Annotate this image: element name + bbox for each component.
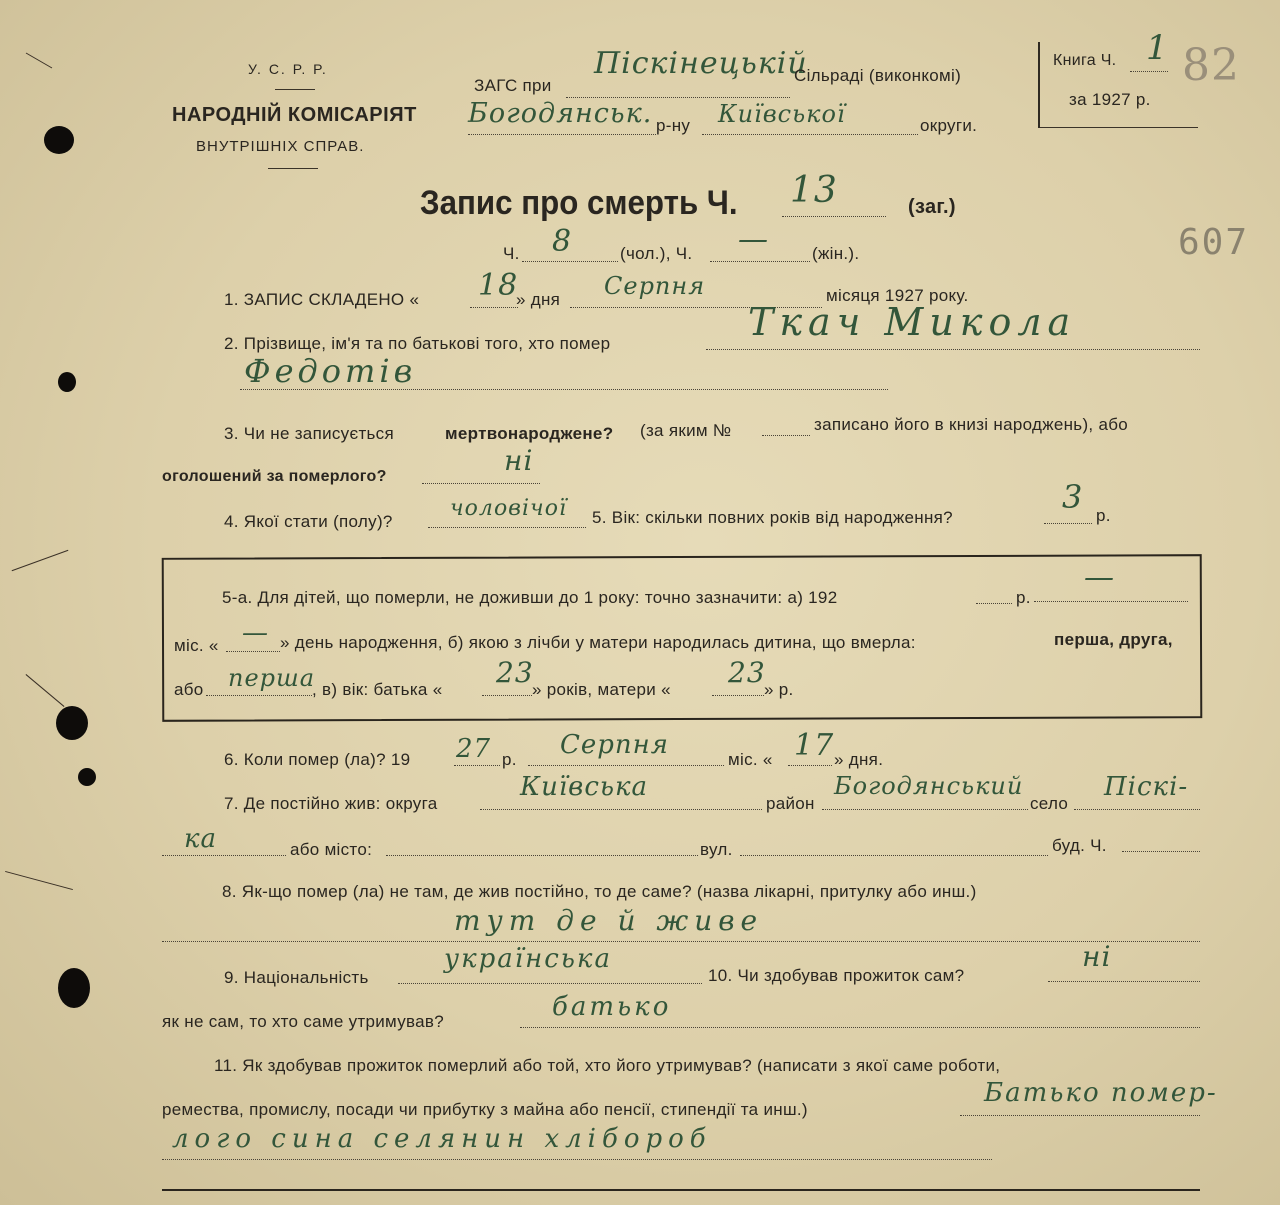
f10-answer-value: ні: [1082, 940, 1112, 973]
f10-label-line2: як не сам, то хто саме утримував?: [162, 1012, 444, 1031]
district-value: Богодянськ.: [468, 98, 653, 129]
book-label: Книга Ч.: [1053, 52, 1117, 69]
f5a-year-line: [976, 602, 1012, 604]
f10-label: 10. Чи здобував прожиток сам?: [708, 966, 965, 985]
book-number-line: [1130, 70, 1168, 72]
f6-label: 6. Коли помер (ла)? 19: [224, 750, 411, 769]
f7-selo2-line: [162, 854, 286, 856]
f7-misto-line: [386, 854, 698, 856]
f7-rayon-line: [822, 808, 1028, 810]
f1-month-value: Серпня: [604, 272, 706, 300]
f5-suffix: р.: [1096, 506, 1111, 525]
f8-label: 8. Як-що помер (ла) не там, де жив постійно, то де саме? (назва лікарні, притулку або инш.): [222, 882, 977, 901]
f5-answer-value: 3: [1062, 478, 1084, 516]
f10-answer2-line: [520, 1026, 1200, 1028]
f3-label-c: записано його в книзі народжень), або: [814, 415, 1129, 434]
male-count-line: [522, 260, 618, 262]
book-box-border: [1038, 42, 1040, 128]
header-dash: [268, 167, 318, 169]
record-number-value: 13: [790, 170, 838, 211]
f7-okrug-value: Київська: [520, 772, 649, 802]
f5a-line3-a: або: [174, 680, 204, 699]
title-suffix: (заг.): [908, 196, 956, 218]
book-year: за 1927 р.: [1069, 90, 1151, 109]
punch-hole: [44, 126, 74, 154]
f6-day-value: 17: [794, 728, 835, 763]
f9-label: 9. Національність: [224, 968, 369, 987]
f7-selo-value: Піскі-: [1104, 772, 1189, 802]
f3-label-a: 3. Чи не записується: [224, 424, 394, 443]
f6-month-line: [528, 764, 724, 766]
f9-answer-line: [398, 982, 702, 984]
f2-line1: [706, 348, 1200, 350]
f3-label-line2: оголошений за померлого?: [162, 468, 387, 485]
f5a-year-value: —: [1084, 560, 1115, 595]
f5a-line3-b: , в) вік: батька «: [312, 680, 443, 699]
f1-day-label: » дня: [516, 290, 561, 309]
f5a-line3-c: » років, матери «: [532, 680, 671, 699]
f1-day-value: 18: [478, 268, 519, 303]
okrug-label: округи.: [920, 116, 978, 135]
f5a-line2-a: міс. «: [174, 636, 219, 655]
count-label: Ч.: [503, 244, 520, 263]
f5a-mother-line: [712, 694, 764, 696]
f5-answer-line: [1044, 522, 1092, 524]
f4-answer-value: чоловічої: [450, 496, 567, 521]
f7-okrug-line: [480, 808, 762, 810]
zags-village-value: Піскінецькій: [594, 46, 808, 81]
f7-bud-line: [1122, 850, 1200, 852]
f3-answer-value: ні: [504, 444, 534, 477]
f6-year-line: [454, 764, 500, 766]
ministry-subtitle: ВНУТРІШНІХ СПРАВ.: [196, 138, 365, 155]
council-label: Сільраді (виконкомі): [794, 66, 962, 85]
f7-misto: або місто:: [290, 840, 373, 859]
f5a-line1: 5-а. Для дітей, що померли, не доживши до 1 року: точно зазначити: а) 192: [222, 588, 838, 607]
f5a-mother-value: 23: [728, 656, 766, 689]
corner-number: 82: [1182, 40, 1240, 91]
punch-hole: [78, 768, 96, 786]
f6-day-line: [788, 764, 832, 766]
f6-mis: міс. «: [728, 750, 773, 769]
female-count-label: (жін.).: [812, 244, 860, 263]
f10-answer2-value: батько: [552, 992, 672, 1022]
f4-label: 4. Якої стати (полу)?: [224, 512, 393, 531]
f7-label: 7. Де постійно жив: округа: [224, 794, 438, 813]
f8-answer-value: тут де й живе: [454, 904, 764, 937]
f1-day-line: [470, 306, 518, 308]
f11-answer2-value: лого сина селянин хлібороб: [172, 1124, 712, 1154]
okrug-line: [702, 133, 918, 135]
f7-selo2-value: ка: [184, 824, 218, 854]
f5a-line1-end: р.: [1016, 588, 1031, 607]
f2-patronymic-value: Федотів: [244, 352, 417, 390]
f5a-month-value: —: [242, 618, 269, 648]
f11-answer1-value: Батько помер-: [984, 1078, 1218, 1108]
f3-label-bold: мертвонароджене?: [445, 424, 614, 443]
f3-number-line: [762, 434, 810, 436]
book-box-bottom: [1040, 126, 1198, 128]
female-count-line: [710, 260, 810, 262]
okrug-value: Київської: [718, 100, 846, 128]
f7-rayon-value: Богодянський: [834, 772, 1024, 800]
f5a-line2-bold: перша, друга,: [1054, 630, 1173, 649]
f5a-father-line: [482, 694, 532, 696]
f6-day: » дня.: [834, 750, 884, 769]
f7-vul: вул.: [700, 840, 733, 859]
f7-vul-line: [740, 854, 1048, 856]
ussr-label: У. С. Р. Р.: [248, 61, 328, 77]
f8-answer-line: [162, 940, 1200, 942]
f1-suffix: місяця 1927 року.: [826, 286, 969, 305]
male-count-label: (чол.), Ч.: [620, 244, 693, 263]
stamp-number: 607: [1178, 222, 1250, 263]
paper-tear: [26, 53, 52, 69]
paper-tear: [5, 871, 73, 890]
f2-name-value: Ткач Микола: [748, 300, 1077, 344]
f10-answer-line: [1048, 980, 1200, 982]
district-label: р-ну: [656, 116, 691, 135]
f5a-order-value: перша: [228, 664, 316, 692]
zags-prefix: ЗАГС при: [474, 76, 552, 95]
f5a-order-line: [206, 694, 312, 696]
f6-month-value: Серпня: [560, 730, 670, 760]
punch-hole: [58, 968, 90, 1008]
f9-answer-value: українська: [444, 944, 612, 974]
f7-rayon: район: [766, 794, 815, 813]
f11-line2: ремества, промислу, посади чи прибутку з майна або пенсії, стипендії та инш.): [162, 1100, 808, 1119]
record-number-line: [782, 215, 886, 217]
f3-label-b: (за яким №: [640, 421, 732, 440]
f2-label: 2. Прізвище, ім'я та по батькові того, хто помер: [224, 334, 611, 353]
f5-label: 5. Вік: скільки повних років від народження?: [592, 508, 953, 527]
f1-label: 1. ЗАПИС СКЛАДЕНО «: [224, 290, 420, 309]
ministry-title: НАРОДНІЙ КОМІСАРІЯТ: [172, 104, 417, 126]
male-count-value: 8: [552, 224, 573, 259]
f5a-father-value: 23: [496, 656, 534, 689]
f5a-line2-b: » день народження, б) якою з лічби у матери народилась дитина, що вмерла:: [280, 633, 916, 652]
punch-hole: [56, 706, 88, 740]
bottom-rule: [162, 1188, 1200, 1191]
f11-answer2-line: [162, 1158, 992, 1160]
paper-tear: [12, 550, 69, 571]
f5a-extra-line: [1034, 600, 1188, 602]
f4-answer-line: [428, 526, 586, 528]
paper-tear: [26, 674, 65, 707]
page-title: Запис про смерть Ч.: [420, 184, 738, 222]
f7-selo: село: [1030, 794, 1069, 813]
f7-bud: буд. Ч.: [1052, 836, 1107, 855]
district-line: [468, 133, 656, 135]
f5a-line3-d: » р.: [764, 680, 794, 699]
f6-r: р.: [502, 750, 517, 769]
header-dash: [275, 88, 315, 90]
f5a-month-line: [226, 650, 280, 652]
female-count-value: —: [738, 222, 769, 257]
book-number-value: 1: [1146, 28, 1169, 68]
f6-year-value: 27: [456, 734, 492, 764]
f7-selo-line: [1074, 808, 1200, 810]
f3-answer-line: [422, 482, 540, 484]
f11-line1: 11. Як здобував прожиток померлий або той, хто його утримував? (написати з якої саме роботи,: [214, 1056, 1001, 1075]
punch-hole: [58, 372, 76, 392]
f11-answer1-line: [960, 1114, 1200, 1116]
